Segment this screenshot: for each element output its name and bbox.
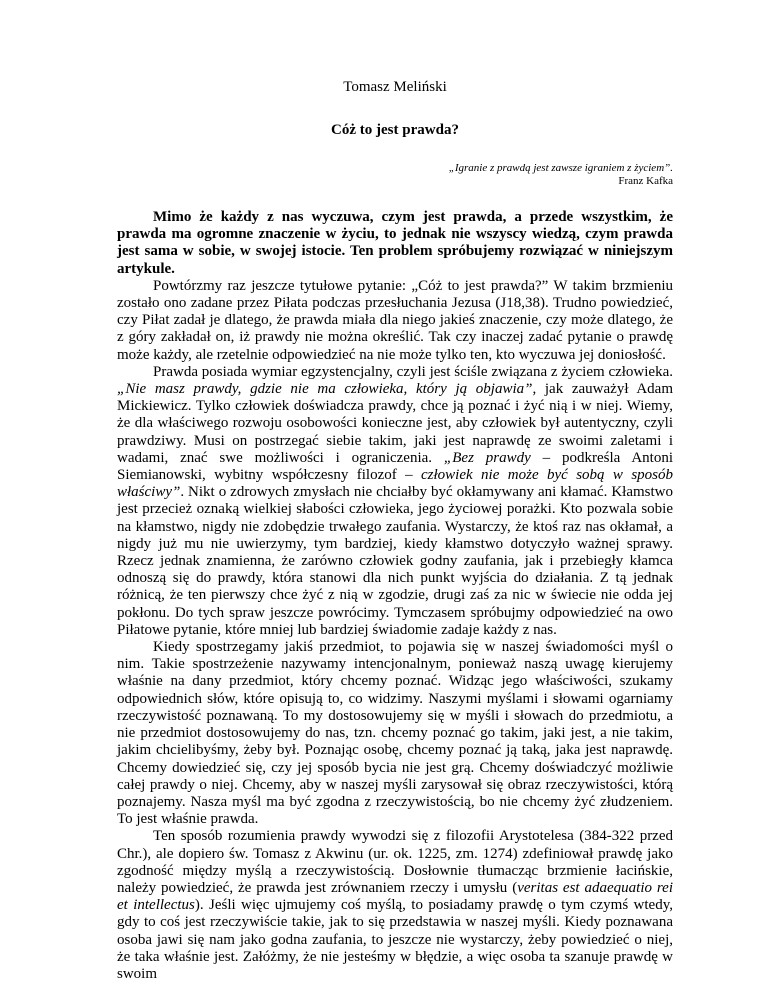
paragraph-4-text-1: Ten sposób rozumienia prawdy wywodzi się z filozofii Arystotelesa (384-322 przed Chr.), ale dopiero św. Tomasz z Akwinu (ur. ok. 1225, zm. 1274) zdefiniował prawdę jako zgodność między myślą a rzeczywistością. Dosłownie tłumacząc brzmienie łacińskie, należy powiedzieć, że prawda jest zrównaniem rzeczy i umysłu ( (117, 828, 673, 896)
paragraph-4-text-2: ). Jeśli więc ujmujemy coś myślą, to posiadamy prawdę o tym czymś wtedy, gdy to coś jest rzeczywiście takie, jak to się przedstawia w naszej myśli. Kiedy poznawana osoba jawi się nam jako godna zaufania, to jeszcze nie wystarczy, żeby powiedzieć o niej, że taka właśnie jest. Załóżmy, że nie jesteśmy w błędzie, a więc osoba ta szanuje prawdę w swoim (117, 897, 673, 982)
paragraph-2-text-3: – podkreśla Antoni Siemianowski, wybitny współczesny filozof – (117, 449, 674, 484)
motto-quote: „Igranie z prawdą jest zawsze igraniem z życiem”. (448, 162, 673, 174)
paragraph-2-text-1: Prawda posiada wymiar egzystencjalny, czyli jest ściśle związana z życiem człowieka. (153, 363, 673, 380)
motto-source: Franz Kafka (618, 175, 673, 187)
lead-paragraph: Mimo że każdy z nas wyczuwa, czym jest prawda, a przede wszystkim, że prawda ma ogromne znaczenie w życiu, to jednak nie wszyscy wiedzą, czym prawda jest sama w sobie, w swojej istocie. Ten problem spróbujemy rozwiązać w niniejszym artykule. (117, 209, 673, 277)
document-title: Cóż to jest prawda? (331, 122, 459, 138)
document-page (117, 78, 673, 983)
motto (117, 162, 673, 188)
siemianowski-quote-2: człowiek nie może być sobą w sposób właściwy” (117, 467, 674, 501)
latin-definition: veritas est adaequatio rei et intellectus (117, 879, 673, 914)
mickiewicz-quote: „Nie masz prawdy, gdzie nie ma człowieka, który ją objawia” (117, 381, 533, 398)
paragraph-4 (117, 828, 673, 983)
paragraph-3: Kiedy spostrzegamy jakiś przedmiot, to pojawia się w naszej świadomości myśl o nim. Takie spostrzeżenie nazywamy intencjonalnym, ponieważ naszą uwagę kierujemy właśnie na dany przedmiot, który chcemy poznać. Widząc jego właściwości, szukamy odpowiednich słów, które opisują to, co widzimy. Naszymi myślami i słowami ogarniamy rzeczywistość poznawaną. To my dostosowujemy się w myśli i słowach do przedmiotu, a nie przedmiot dostosowujemy do nas, tzn. chcemy poznać go takim, jaki jest, a nie takim, jakim chcielibyśmy, żeby był. Poznając osobę, chcemy poznać ją taką, jaka jest naprawdę. Chcemy dowiedzieć się, czy jej sposób bycia nie jest grą. Chcemy doświadczyć możliwie całej prawdy o niej. Chcemy, aby w naszej myśli zarysował się obraz rzeczywistości, którą poznajemy. Nasza myśl ma być zgodna z rzeczywistością, bo nie chcemy żyć złudzeniem. To jest właśnie prawda. (117, 639, 673, 828)
author-name: Tomasz Meliński (343, 79, 447, 95)
paragraph-2-text-4: . Nikt o zdrowych zmysłach nie chciałby być okłamywany ani kłamać. Kłamstwo jest przecież oznaką wielkiej słabości człowieka, jego życiowej porażki. Kto pozwala sobie na kłamstwo, nigdy nie zdobędzie trwałego zaufania. Wystarczy, że ktoś raz nas okłamał, a nigdy już mu nie uwierzymy, tym bardziej, kiedy kłamstwo dotyczyło ważnej sprawy. Rzecz jednak znamienna, że zarówno człowiek godny zaufania, jak i przebiegły kłamca odnoszą się do prawdy, która stanowi dla nich punkt wyjścia do działania. Z tą jednak różnicą, że ten pierwszy chce żyć z nią w zgodzie, drugi zaś za nic w świecie nie odda jej pokłonu. Do tych spraw jeszcze powrócimy. Tymczasem spróbujmy odpowiedzieć na owo Piłatowe pytanie, które mniej lub bardziej świadomie zadaje każdy z nas. (117, 484, 673, 638)
paragraph-2 (117, 364, 673, 639)
paragraph-1: Powtórzmy raz jeszcze tytułowe pytanie: „Cóż to jest prawda?” W takim brzmieniu zostało ono zadane przez Piłata podczas przesłuchania Jezusa (J18,38). Trudno powiedzieć, czy Piłat zadał je dlatego, że prawda miała dla niego jakieś znaczenie, czy może dlatego, że z góry zakładał on, iż prawdy nie można określić. Tak czy inaczej zadać pytanie o prawdę może każdy, ale rzetelnie odpowiedzieć na nie może tylko ten, kto wyczuwa jej doniosłość. (117, 277, 673, 363)
siemianowski-quote-1: „Bez prawdy (443, 449, 531, 466)
paragraph-2-text-2: , jak zauważył Adam Mickiewicz. Tylko człowiek doświadcza prawdy, chce ją poznać i żyć nią i w niej. Wiemy, że dla właściwego rozwoju osobowości konieczne jest, aby człowiek był autentyczny, czyli prawdziwy. Musi on postrzegać siebie takim, jaki jest naprawdę ze swoimi zaletami i wadami, znać swe możliwości i ograniczenia. (117, 381, 673, 466)
